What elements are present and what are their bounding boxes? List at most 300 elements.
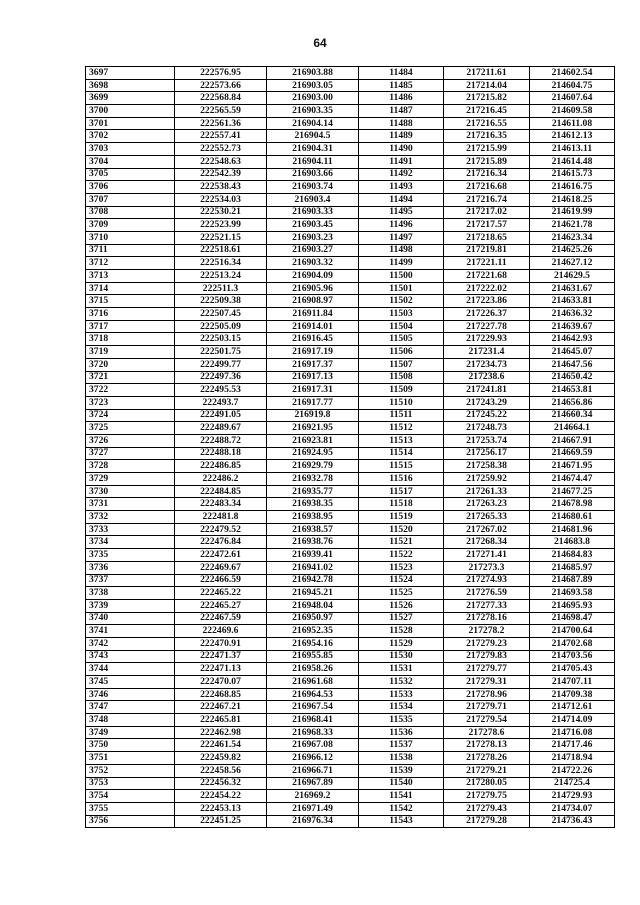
table-row (86, 155, 615, 168)
x-coordinate-cell: 217234.73 (444, 358, 530, 371)
y-coordinate-cell: 216903.33 (267, 206, 359, 219)
y-coordinate-cell: 216948.04 (267, 599, 359, 612)
x-coordinate-cell: 217268.34 (444, 536, 530, 549)
x-coordinate-cell: 217227.78 (444, 320, 530, 333)
y-coordinate-cell: 216950.97 (267, 612, 359, 625)
point-number-cell: 3749 (86, 726, 175, 739)
y-coordinate-cell: 216929.79 (267, 460, 359, 473)
y-coordinate-cell: 214677.25 (530, 485, 615, 498)
x-coordinate-cell: 222561.36 (175, 117, 267, 130)
table-row (86, 777, 615, 790)
y-coordinate-cell: 214645.07 (530, 346, 615, 359)
point-number-cell: 3735 (86, 549, 175, 562)
y-coordinate-cell: 214714.09 (530, 714, 615, 727)
x-coordinate-cell: 217271.41 (444, 549, 530, 562)
y-coordinate-cell: 214667.91 (530, 434, 615, 447)
table-row (86, 219, 615, 232)
point-number-cell: 11497 (359, 231, 444, 244)
point-number-cell: 11532 (359, 676, 444, 689)
table-row (86, 282, 615, 295)
y-coordinate-cell: 214614.48 (530, 155, 615, 168)
table-row (86, 143, 615, 156)
point-number-cell: 11502 (359, 295, 444, 308)
x-coordinate-cell: 222486.2 (175, 473, 267, 486)
point-number-cell: 3745 (86, 676, 175, 689)
table-row (86, 523, 615, 536)
y-coordinate-cell: 214660.34 (530, 409, 615, 422)
point-number-cell: 3700 (86, 105, 175, 118)
y-coordinate-cell: 216904.5 (267, 130, 359, 143)
point-number-cell: 3716 (86, 308, 175, 321)
x-coordinate-cell: 222466.59 (175, 574, 267, 587)
y-coordinate-cell: 216968.41 (267, 714, 359, 727)
point-number-cell: 11501 (359, 282, 444, 295)
y-coordinate-cell: 216952.35 (267, 625, 359, 638)
y-coordinate-cell: 216905.96 (267, 282, 359, 295)
y-coordinate-cell: 216917.37 (267, 358, 359, 371)
x-coordinate-cell: 217218.65 (444, 231, 530, 244)
x-coordinate-cell: 222486.85 (175, 460, 267, 473)
x-coordinate-cell: 222511.3 (175, 282, 267, 295)
x-coordinate-cell: 217263.23 (444, 498, 530, 511)
x-coordinate-cell: 222471.37 (175, 650, 267, 663)
x-coordinate-cell: 222470.07 (175, 676, 267, 689)
point-number-cell: 3728 (86, 460, 175, 473)
y-coordinate-cell: 214664.1 (530, 422, 615, 435)
y-coordinate-cell: 216958.26 (267, 663, 359, 676)
y-coordinate-cell: 216954.16 (267, 637, 359, 650)
point-number-cell: 3708 (86, 206, 175, 219)
point-number-cell: 3706 (86, 181, 175, 194)
y-coordinate-cell: 214678.98 (530, 498, 615, 511)
point-number-cell: 11518 (359, 498, 444, 511)
y-coordinate-cell: 214607.64 (530, 92, 615, 105)
point-number-cell: 11511 (359, 409, 444, 422)
y-coordinate-cell: 214687.89 (530, 574, 615, 587)
point-number-cell: 3720 (86, 358, 175, 371)
y-coordinate-cell: 216942.78 (267, 574, 359, 587)
point-number-cell: 11515 (359, 460, 444, 473)
x-coordinate-cell: 222503.15 (175, 333, 267, 346)
x-coordinate-cell: 217278.13 (444, 739, 530, 752)
x-coordinate-cell: 222497.36 (175, 371, 267, 384)
table-row (86, 409, 615, 422)
y-coordinate-cell: 214725.4 (530, 777, 615, 790)
x-coordinate-cell: 217278.26 (444, 752, 530, 765)
point-number-cell: 3705 (86, 168, 175, 181)
table-row (86, 384, 615, 397)
y-coordinate-cell: 216916.45 (267, 333, 359, 346)
y-coordinate-cell: 214633.81 (530, 295, 615, 308)
point-number-cell: 3732 (86, 511, 175, 524)
y-coordinate-cell: 214736.43 (530, 815, 615, 828)
table-row (86, 396, 615, 409)
point-number-cell: 3723 (86, 396, 175, 409)
point-number-cell: 3741 (86, 625, 175, 638)
x-coordinate-cell: 222458.56 (175, 764, 267, 777)
point-number-cell: 3750 (86, 739, 175, 752)
x-coordinate-cell: 217261.33 (444, 485, 530, 498)
y-coordinate-cell: 214722.26 (530, 764, 615, 777)
x-coordinate-cell: 217245.22 (444, 409, 530, 422)
x-coordinate-cell: 222484.85 (175, 485, 267, 498)
point-number-cell: 3755 (86, 802, 175, 815)
y-coordinate-cell: 214685.97 (530, 561, 615, 574)
y-coordinate-cell: 214612.13 (530, 130, 615, 143)
x-coordinate-cell: 222479.52 (175, 523, 267, 536)
y-coordinate-cell: 214639.67 (530, 320, 615, 333)
x-coordinate-cell: 222488.72 (175, 434, 267, 447)
table-row (86, 447, 615, 460)
y-coordinate-cell: 216968.33 (267, 726, 359, 739)
y-coordinate-cell: 216917.19 (267, 346, 359, 359)
y-coordinate-cell: 216903.00 (267, 92, 359, 105)
point-number-cell: 11531 (359, 663, 444, 676)
point-number-cell: 11492 (359, 168, 444, 181)
point-number-cell: 11500 (359, 270, 444, 283)
y-coordinate-cell: 216939.41 (267, 549, 359, 562)
point-number-cell: 11535 (359, 714, 444, 727)
point-number-cell: 3718 (86, 333, 175, 346)
y-coordinate-cell: 214629.5 (530, 270, 615, 283)
y-coordinate-cell: 214671.95 (530, 460, 615, 473)
y-coordinate-cell: 214615.73 (530, 168, 615, 181)
y-coordinate-cell: 214705.43 (530, 663, 615, 676)
x-coordinate-cell: 222456.32 (175, 777, 267, 790)
table-row (86, 701, 615, 714)
x-coordinate-cell: 217279.23 (444, 637, 530, 650)
x-coordinate-cell: 217279.43 (444, 802, 530, 815)
x-coordinate-cell: 217256.17 (444, 447, 530, 460)
y-coordinate-cell: 214734.07 (530, 802, 615, 815)
point-number-cell: 3730 (86, 485, 175, 498)
x-coordinate-cell: 222552.73 (175, 143, 267, 156)
table-row (86, 587, 615, 600)
y-coordinate-cell: 214716.08 (530, 726, 615, 739)
y-coordinate-cell: 216938.57 (267, 523, 359, 536)
x-coordinate-cell: 222469.67 (175, 561, 267, 574)
x-coordinate-cell: 222507.45 (175, 308, 267, 321)
point-number-cell: 11494 (359, 193, 444, 206)
table-row (86, 117, 615, 130)
point-number-cell: 11543 (359, 815, 444, 828)
table-row (86, 549, 615, 562)
y-coordinate-cell: 216966.71 (267, 764, 359, 777)
x-coordinate-cell: 222495.53 (175, 384, 267, 397)
point-number-cell: 11498 (359, 244, 444, 257)
point-number-cell: 3727 (86, 447, 175, 460)
point-number-cell: 3702 (86, 130, 175, 143)
point-number-cell: 11512 (359, 422, 444, 435)
point-number-cell: 11488 (359, 117, 444, 130)
point-number-cell: 11509 (359, 384, 444, 397)
point-number-cell: 3738 (86, 587, 175, 600)
y-coordinate-cell: 214698.47 (530, 612, 615, 625)
point-number-cell: 3701 (86, 117, 175, 130)
x-coordinate-cell: 217276.59 (444, 587, 530, 600)
point-number-cell: 11534 (359, 701, 444, 714)
point-number-cell: 11517 (359, 485, 444, 498)
x-coordinate-cell: 222451.25 (175, 815, 267, 828)
point-number-cell: 11520 (359, 523, 444, 536)
x-coordinate-cell: 217214.04 (444, 79, 530, 92)
table-row (86, 168, 615, 181)
y-coordinate-cell: 214609.58 (530, 105, 615, 118)
x-coordinate-cell: 217215.99 (444, 143, 530, 156)
x-coordinate-cell: 217217.02 (444, 206, 530, 219)
x-coordinate-cell: 217267.02 (444, 523, 530, 536)
point-number-cell: 11513 (359, 434, 444, 447)
y-coordinate-cell: 214625.26 (530, 244, 615, 257)
x-coordinate-cell: 222538.43 (175, 181, 267, 194)
table-row (86, 511, 615, 524)
x-coordinate-cell: 217216.34 (444, 168, 530, 181)
y-coordinate-cell: 216976.34 (267, 815, 359, 828)
table-row (86, 434, 615, 447)
y-coordinate-cell: 214631.67 (530, 282, 615, 295)
point-number-cell: 3712 (86, 257, 175, 270)
point-number-cell: 11540 (359, 777, 444, 790)
y-coordinate-cell: 216903.23 (267, 231, 359, 244)
y-coordinate-cell: 214616.75 (530, 181, 615, 194)
point-number-cell: 11538 (359, 752, 444, 765)
point-number-cell: 3754 (86, 790, 175, 803)
table-row (86, 257, 615, 270)
table-row (86, 599, 615, 612)
y-coordinate-cell: 216935.77 (267, 485, 359, 498)
x-coordinate-cell: 217279.71 (444, 701, 530, 714)
x-coordinate-cell: 217217.57 (444, 219, 530, 232)
x-coordinate-cell: 217248.73 (444, 422, 530, 435)
y-coordinate-cell: 214627.12 (530, 257, 615, 270)
point-number-cell: 3733 (86, 523, 175, 536)
point-number-cell: 3737 (86, 574, 175, 587)
y-coordinate-cell: 216914.01 (267, 320, 359, 333)
y-coordinate-cell: 214611.08 (530, 117, 615, 130)
point-number-cell: 11529 (359, 637, 444, 650)
point-number-cell: 3709 (86, 219, 175, 232)
y-coordinate-cell: 216903.45 (267, 219, 359, 232)
x-coordinate-cell: 222491.05 (175, 409, 267, 422)
point-number-cell: 11487 (359, 105, 444, 118)
point-number-cell: 11510 (359, 396, 444, 409)
point-number-cell: 3743 (86, 650, 175, 663)
table-row (86, 726, 615, 739)
point-number-cell: 11507 (359, 358, 444, 371)
x-coordinate-cell: 217279.77 (444, 663, 530, 676)
x-coordinate-cell: 222454.22 (175, 790, 267, 803)
coordinates-table (85, 66, 615, 828)
x-coordinate-cell: 217216.68 (444, 181, 530, 194)
point-number-cell: 3698 (86, 79, 175, 92)
x-coordinate-cell: 217274.93 (444, 574, 530, 587)
x-coordinate-cell: 222453.13 (175, 802, 267, 815)
point-number-cell: 11522 (359, 549, 444, 562)
point-number-cell: 3742 (86, 637, 175, 650)
y-coordinate-cell: 214707.11 (530, 676, 615, 689)
y-coordinate-cell: 214653.81 (530, 384, 615, 397)
table-row (86, 333, 615, 346)
point-number-cell: 11521 (359, 536, 444, 549)
point-number-cell: 11504 (359, 320, 444, 333)
point-number-cell: 11537 (359, 739, 444, 752)
x-coordinate-cell: 217241.81 (444, 384, 530, 397)
x-coordinate-cell: 222461.54 (175, 739, 267, 752)
point-number-cell: 11489 (359, 130, 444, 143)
table-row (86, 358, 615, 371)
table-row (86, 612, 615, 625)
y-coordinate-cell: 216938.35 (267, 498, 359, 511)
table-row (86, 625, 615, 638)
point-number-cell: 3721 (86, 371, 175, 384)
x-coordinate-cell: 217238.6 (444, 371, 530, 384)
point-number-cell: 11508 (359, 371, 444, 384)
point-number-cell: 3717 (86, 320, 175, 333)
x-coordinate-cell: 222548.63 (175, 155, 267, 168)
y-coordinate-cell: 214683.8 (530, 536, 615, 549)
x-coordinate-cell: 222516.34 (175, 257, 267, 270)
y-coordinate-cell: 216917.77 (267, 396, 359, 409)
table-row (86, 130, 615, 143)
point-number-cell: 3715 (86, 295, 175, 308)
point-number-cell: 11541 (359, 790, 444, 803)
y-coordinate-cell: 216903.05 (267, 79, 359, 92)
point-number-cell: 11539 (359, 764, 444, 777)
x-coordinate-cell: 217265.33 (444, 511, 530, 524)
x-coordinate-cell: 217229.93 (444, 333, 530, 346)
y-coordinate-cell: 214702.68 (530, 637, 615, 650)
y-coordinate-cell: 214709.38 (530, 688, 615, 701)
y-coordinate-cell: 216904.31 (267, 143, 359, 156)
point-number-cell: 3722 (86, 384, 175, 397)
x-coordinate-cell: 217216.45 (444, 105, 530, 118)
x-coordinate-cell: 222568.84 (175, 92, 267, 105)
x-coordinate-cell: 217279.54 (444, 714, 530, 727)
x-coordinate-cell: 217221.68 (444, 270, 530, 283)
table-row (86, 714, 615, 727)
table-row (86, 79, 615, 92)
x-coordinate-cell: 217279.21 (444, 764, 530, 777)
point-number-cell: 11485 (359, 79, 444, 92)
x-coordinate-cell: 222469.6 (175, 625, 267, 638)
table-row (86, 308, 615, 321)
point-number-cell: 3711 (86, 244, 175, 257)
x-coordinate-cell: 222509.38 (175, 295, 267, 308)
x-coordinate-cell: 217273.3 (444, 561, 530, 574)
x-coordinate-cell: 217279.75 (444, 790, 530, 803)
y-coordinate-cell: 214636.32 (530, 308, 615, 321)
y-coordinate-cell: 214729.93 (530, 790, 615, 803)
table-row (86, 536, 615, 549)
point-number-cell: 3734 (86, 536, 175, 549)
point-number-cell: 11484 (359, 67, 444, 80)
point-number-cell: 11503 (359, 308, 444, 321)
point-number-cell: 3744 (86, 663, 175, 676)
x-coordinate-cell: 222534.03 (175, 193, 267, 206)
y-coordinate-cell: 214703.56 (530, 650, 615, 663)
point-number-cell: 3699 (86, 92, 175, 105)
point-number-cell: 11542 (359, 802, 444, 815)
point-number-cell: 11536 (359, 726, 444, 739)
y-coordinate-cell: 216911.84 (267, 308, 359, 321)
table-row (86, 92, 615, 105)
y-coordinate-cell: 214693.58 (530, 587, 615, 600)
table-row (86, 206, 615, 219)
x-coordinate-cell: 217231.4 (444, 346, 530, 359)
point-number-cell: 3710 (86, 231, 175, 244)
x-coordinate-cell: 222465.81 (175, 714, 267, 727)
y-coordinate-cell: 214680.61 (530, 511, 615, 524)
point-number-cell: 11530 (359, 650, 444, 663)
table-row (86, 346, 615, 359)
y-coordinate-cell: 216903.66 (267, 168, 359, 181)
table-row (86, 371, 615, 384)
y-coordinate-cell: 216904.14 (267, 117, 359, 130)
point-number-cell: 3697 (86, 67, 175, 80)
table-row (86, 181, 615, 194)
point-number-cell: 3731 (86, 498, 175, 511)
x-coordinate-cell: 217279.28 (444, 815, 530, 828)
point-number-cell: 3729 (86, 473, 175, 486)
table-row (86, 498, 615, 511)
point-number-cell: 11486 (359, 92, 444, 105)
y-coordinate-cell: 216903.27 (267, 244, 359, 257)
x-coordinate-cell: 222488.18 (175, 447, 267, 460)
point-number-cell: 11524 (359, 574, 444, 587)
y-coordinate-cell: 216961.68 (267, 676, 359, 689)
table-row (86, 764, 615, 777)
table-row (86, 752, 615, 765)
y-coordinate-cell: 216919.8 (267, 409, 359, 422)
y-coordinate-cell: 214695.93 (530, 599, 615, 612)
y-coordinate-cell: 216924.95 (267, 447, 359, 460)
point-number-cell: 3751 (86, 752, 175, 765)
point-number-cell: 11525 (359, 587, 444, 600)
point-number-cell: 3736 (86, 561, 175, 574)
point-number-cell: 11496 (359, 219, 444, 232)
x-coordinate-cell: 217280.05 (444, 777, 530, 790)
y-coordinate-cell: 214604.75 (530, 79, 615, 92)
table-row (86, 473, 615, 486)
x-coordinate-cell: 217258.38 (444, 460, 530, 473)
point-number-cell: 3746 (86, 688, 175, 701)
y-coordinate-cell: 216903.32 (267, 257, 359, 270)
x-coordinate-cell: 222467.59 (175, 612, 267, 625)
point-number-cell: 11516 (359, 473, 444, 486)
page-number: 64 (313, 36, 327, 50)
table-row (86, 193, 615, 206)
y-coordinate-cell: 216967.54 (267, 701, 359, 714)
y-coordinate-cell: 216903.4 (267, 193, 359, 206)
table-row (86, 320, 615, 333)
x-coordinate-cell: 217278.2 (444, 625, 530, 638)
point-number-cell: 3707 (86, 193, 175, 206)
x-coordinate-cell: 222530.21 (175, 206, 267, 219)
point-number-cell: 3703 (86, 143, 175, 156)
x-coordinate-cell: 222467.21 (175, 701, 267, 714)
point-number-cell: 3756 (86, 815, 175, 828)
x-coordinate-cell: 222483.34 (175, 498, 267, 511)
y-coordinate-cell: 214718.94 (530, 752, 615, 765)
point-number-cell: 11526 (359, 599, 444, 612)
x-coordinate-cell: 222470.91 (175, 637, 267, 650)
y-coordinate-cell: 216971.49 (267, 802, 359, 815)
y-coordinate-cell: 216969.2 (267, 790, 359, 803)
x-coordinate-cell: 217215.82 (444, 92, 530, 105)
y-coordinate-cell: 216904.09 (267, 270, 359, 283)
point-number-cell: 3713 (86, 270, 175, 283)
point-number-cell: 11491 (359, 155, 444, 168)
